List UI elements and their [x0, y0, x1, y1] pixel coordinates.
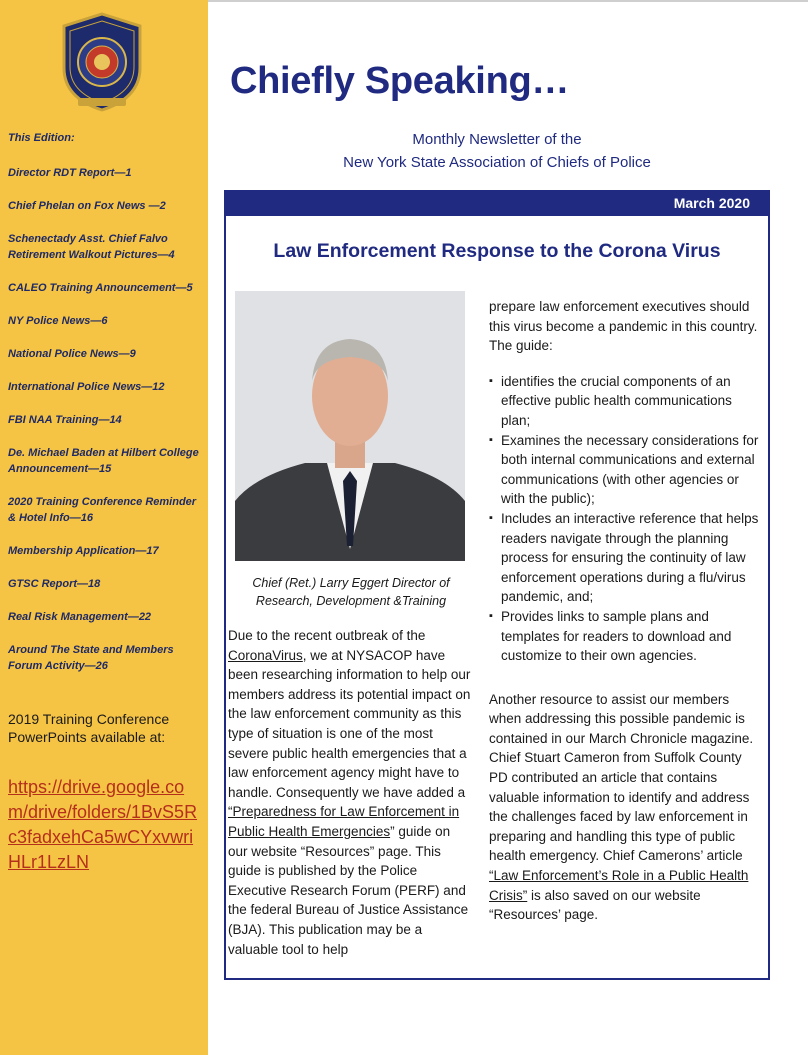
toc-item[interactable]: 2020 Training Conference Reminder & Hotel Info—16 [8, 496, 197, 524]
issue-date: March 2020 [673, 195, 750, 211]
toc-item[interactable]: De. Michael Baden at Hilbert College Announcement—15 [8, 447, 199, 475]
toc-item[interactable]: Around The State and Members Forum Activity—26 [8, 644, 174, 672]
toc-item[interactable]: International Police News—12 [8, 381, 165, 393]
article-paragraph: Due to the recent outbreak of the CoronaVirus, we at NYSACOP have been researching information to help our members address its potential impact on the law enforcement community as this type of situation is one of the most severe public health emergencies that a law enforcement agency might have to handle. Consequently we have added a “Preparedness for Law Enforcement in Public Health Emergencies” guide on our website “Resources” page. This guide is published by the Police Executive Research Forum (PERF) and the federal Bureau of Justice Assistance (BJA). This publication may be a valuable tool to help [228, 628, 471, 957]
association-seal-logo [56, 12, 148, 112]
list-item: ▪ identifies the crucial components of an effective public health communications plan; [489, 372, 761, 431]
date-bar [224, 190, 770, 216]
toc-item[interactable]: CALEO Training Announcement—5 [8, 282, 193, 294]
toc-item[interactable]: FBI NAA Training—14 [8, 414, 122, 426]
preparedness-guide-link[interactable]: “Preparedness for Law Enforcement in Public Health Emergencies [228, 804, 460, 839]
photo-caption: Chief (Ret.) Larry Eggert Director of Research, Development &Training [252, 576, 450, 608]
newsletter-title: Chiefly Speaking… [230, 60, 570, 102]
list-item: ▪ Includes an interactive reference that helps readers navigate through the planning process for ensuring the continuity of law enforcement operations during a flu/virus pandemic, and; [489, 509, 761, 607]
powerpoints-note: 2019 Training Conference PowerPoints available at: [8, 711, 170, 745]
powerpoints-link[interactable]: https://drive.google.com/drive/folders/1BvS5Rc3fadxehCa5wCYxvwriHLr1LzLN [8, 777, 198, 872]
toc-item[interactable]: GTSC Report—18 [8, 578, 101, 590]
newsletter-subtitle [300, 128, 694, 174]
coronavirus-link[interactable]: CoronaVirus [228, 647, 303, 663]
article-paragraph: prepare law enforcement executives should this virus become a pandemic in this country. The guide: [489, 299, 758, 354]
subtitle-line-1: Monthly Newsletter of the [412, 131, 582, 148]
list-item: ▪ Provides links to sample plans and templates for readers to download and customize to their own agencies. [489, 607, 761, 666]
toc-heading: This Edition: [8, 132, 75, 144]
sidebar [0, 0, 208, 1055]
toc-item[interactable]: Real Risk Management—22 [8, 611, 152, 623]
toc-item[interactable]: Schenectady Asst. Chief Falvo Retirement Walkout Pictures—4 [8, 233, 175, 261]
toc-item[interactable]: Membership Application—17 [8, 545, 159, 557]
article-column-right [489, 297, 761, 925]
table-of-contents [8, 132, 200, 691]
public-health-crisis-article-link[interactable]: “Law Enforcement’s Role in a Public Health Crisis” [489, 868, 749, 903]
article-headline: Law Enforcement Response to the Corona Virus [273, 240, 721, 262]
guide-bullet-list [489, 372, 761, 666]
top-rule [208, 0, 808, 2]
toc-item[interactable]: NY Police News—6 [8, 315, 108, 327]
article-paragraph: Another resource to assist our members when addressing this possible pandemic is contained in our March Chronicle magazine. Chief Stuart Cameron from Suffolk County PD contributed an article that contains valuable information to identify and address the challenges faced by law enforcement in preparing and handling this type of public health emergency. Chief Camerons’ article “Law Enforcement’s Role in a Public Health Crisis” is also saved on our website “Resources’ page. [489, 691, 754, 923]
article-column-left [228, 626, 473, 959]
toc-item[interactable]: National Police News—9 [8, 348, 136, 360]
subtitle-line-2: New York State Association of Chiefs of Police [343, 154, 651, 171]
portrait-photo [235, 291, 465, 561]
list-item: ▪ Examines the necessary considerations for both internal communications and external communications (with other agencies or with the public); [489, 431, 761, 509]
toc-item[interactable]: Chief Phelan on Fox News —2 [8, 200, 166, 212]
toc-item[interactable]: Director RDT Report—1 [8, 167, 132, 179]
